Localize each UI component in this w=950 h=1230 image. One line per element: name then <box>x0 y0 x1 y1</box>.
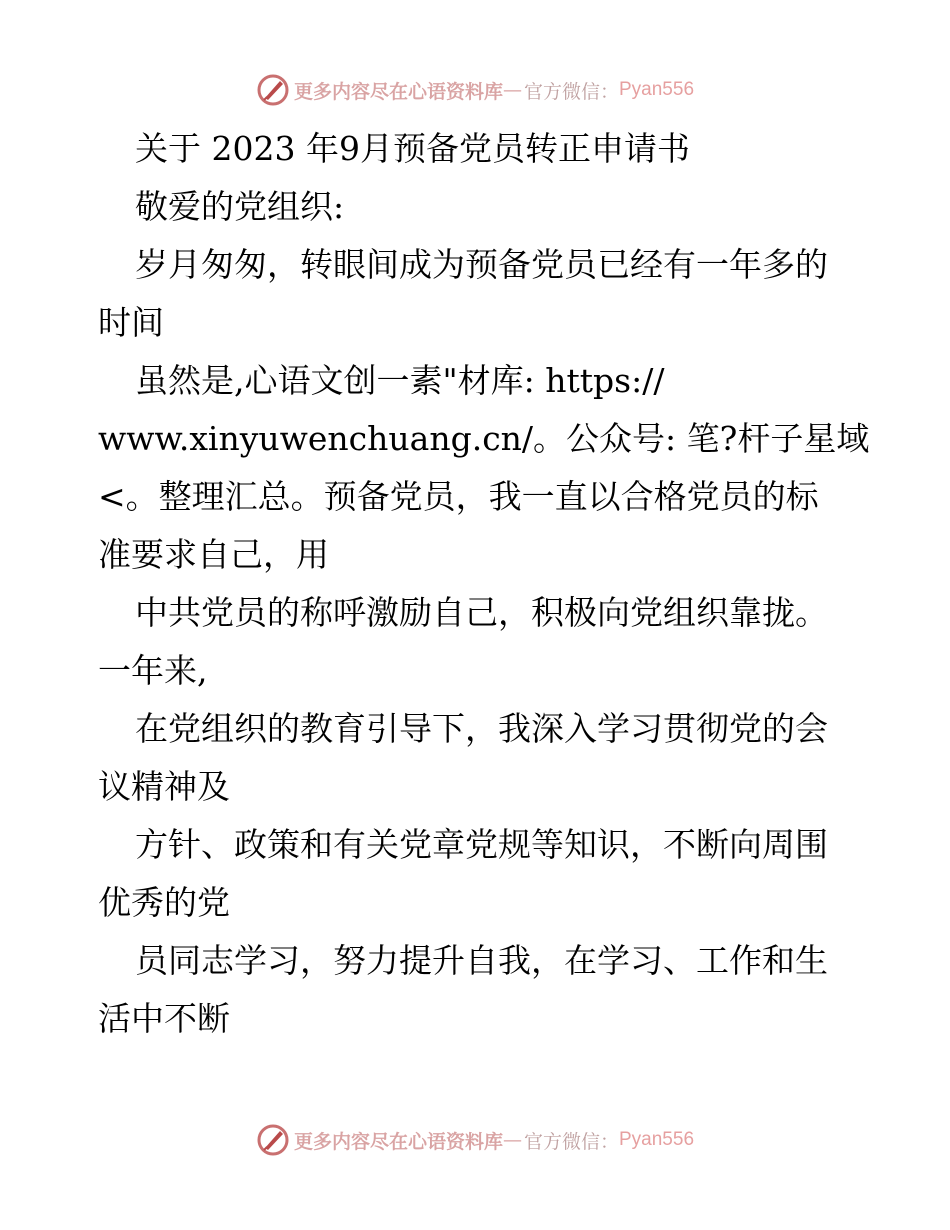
paragraph-line: 一年来, <box>98 651 208 690</box>
paragraph-line: www.xinyuwenchuang.cn/。公众号: 笔?杆子星域 <box>98 419 870 458</box>
watermark-text: 更多内容尽在心语资料库 <box>293 1130 503 1153</box>
paragraph-line: <。整理汇总。预备党员，我一直以合格党员的标 <box>98 477 819 516</box>
wechat-label: 官方微信： <box>523 1130 619 1153</box>
paragraph-line: 方针、政策和有关党章党规等知识，不断向周围 <box>135 825 828 864</box>
paragraph-line: 时间 <box>98 303 164 342</box>
paragraph-line: 在党组织的教育引导下，我深入学习贯彻党的会 <box>135 709 828 748</box>
footer-watermark-banner <box>0 1120 950 1160</box>
paragraph-line: 岁月匆匆，转眼间成为预备党员已经有一年多的 <box>135 245 828 284</box>
watermark-separator: — <box>502 1129 522 1151</box>
wechat-label: 官方微信： <box>523 80 619 103</box>
paragraph-line: 准要求自己，用 <box>98 535 329 574</box>
paragraph-line: 活中不断 <box>98 999 230 1038</box>
quill-pen-logo-icon <box>256 1123 290 1157</box>
watermark-separator: — <box>502 79 522 101</box>
watermark-text: 更多内容尽在心语资料库 <box>293 80 503 103</box>
header-watermark-banner <box>0 70 950 110</box>
quill-pen-logo-icon <box>256 73 290 107</box>
paragraph-line: 虽然是,心语文创一素"材库: https:// <box>135 361 665 400</box>
paragraph-line: 议精神及 <box>98 767 230 806</box>
wechat-id: Pyan556 <box>619 79 695 100</box>
wechat-id: Pyan556 <box>619 1129 695 1150</box>
document-title: 关于 2023 年9月预备党员转正申请书 <box>135 129 690 168</box>
paragraph-line: 优秀的党 <box>98 883 230 922</box>
paragraph-line: 员同志学习，努力提升自我，在学习、工作和生 <box>135 941 828 980</box>
paragraph-line: 中共党员的称呼激励自己，积极向党组织靠拢。 <box>135 593 828 632</box>
document-body <box>98 120 870 1048</box>
salutation: 敬爱的党组织: <box>135 187 345 226</box>
